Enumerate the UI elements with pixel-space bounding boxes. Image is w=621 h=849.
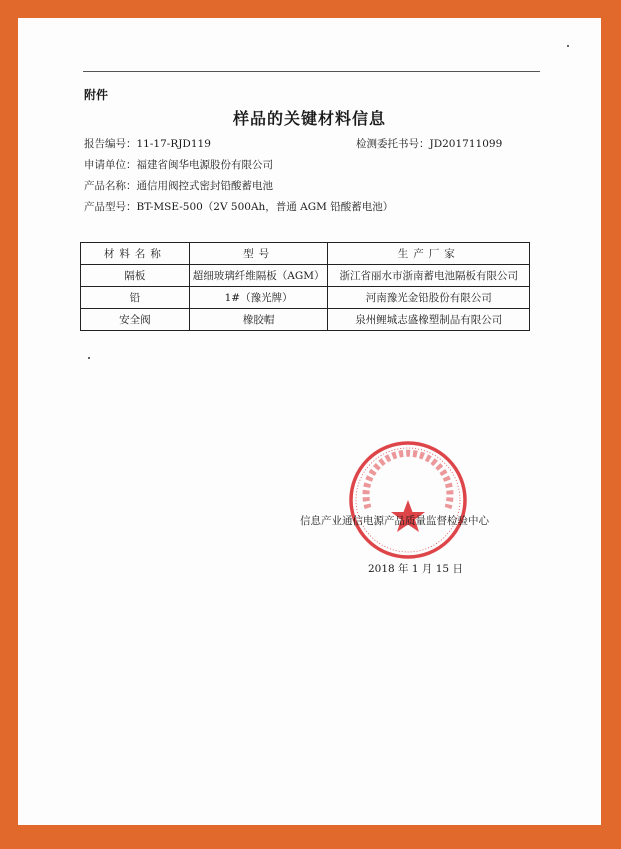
table-row xyxy=(81,309,530,331)
issuing-center-name: 信息产业通信电源产品质量监督检验中心 xyxy=(300,515,489,527)
table-row xyxy=(81,287,530,309)
table-row xyxy=(81,265,530,287)
material-cell: 铅 xyxy=(81,287,190,309)
manufacturer-cell: 河南豫光金铅股份有限公司 xyxy=(328,287,530,309)
applicant-unit: 申请单位：福建省闽华电源股份有限公司 xyxy=(84,159,273,171)
material-cell: 安全阀 xyxy=(81,309,190,331)
product-name: 产品名称：通信用阀控式密封铅酸蓄电池 xyxy=(84,180,273,192)
materials-table xyxy=(80,242,530,331)
table-header-row xyxy=(81,243,530,265)
report-number: 报告编号：11-17-RJD119 xyxy=(84,138,211,150)
material-cell: 隔板 xyxy=(81,265,190,287)
model-cell: 超细玻璃纤维隔板（AGM） xyxy=(189,265,328,287)
document-title: 样品的关键材料信息 xyxy=(232,109,386,128)
header-rule xyxy=(83,71,540,72)
manufacturer-cell: 浙江省丽水市浙南蓄电池隔板有限公司 xyxy=(328,265,530,287)
model-cell: 1#（豫光牌） xyxy=(189,287,328,309)
header-manufacturer: 生产厂家 xyxy=(328,243,530,265)
header-material-name: 材料名称 xyxy=(81,243,190,265)
product-model: 产品型号：BT-MSE-500（2V 500Ah，普通 AGM 铅酸蓄电池） xyxy=(84,201,394,213)
official-seal-stamp xyxy=(346,438,470,562)
attachment-label: 附件 xyxy=(84,88,109,102)
header-model: 型号 xyxy=(189,243,328,265)
commission-number: 检测委托书号：JD201711099 xyxy=(356,138,503,150)
model-cell: 橡胶帽 xyxy=(189,309,328,331)
issue-date: 2018 年 1 月 15 日 xyxy=(368,563,463,575)
scan-speck xyxy=(567,45,569,47)
document-page xyxy=(18,18,601,825)
scan-speck xyxy=(88,357,90,359)
manufacturer-cell: 泉州鲤城志盛橡塑制品有限公司 xyxy=(328,309,530,331)
